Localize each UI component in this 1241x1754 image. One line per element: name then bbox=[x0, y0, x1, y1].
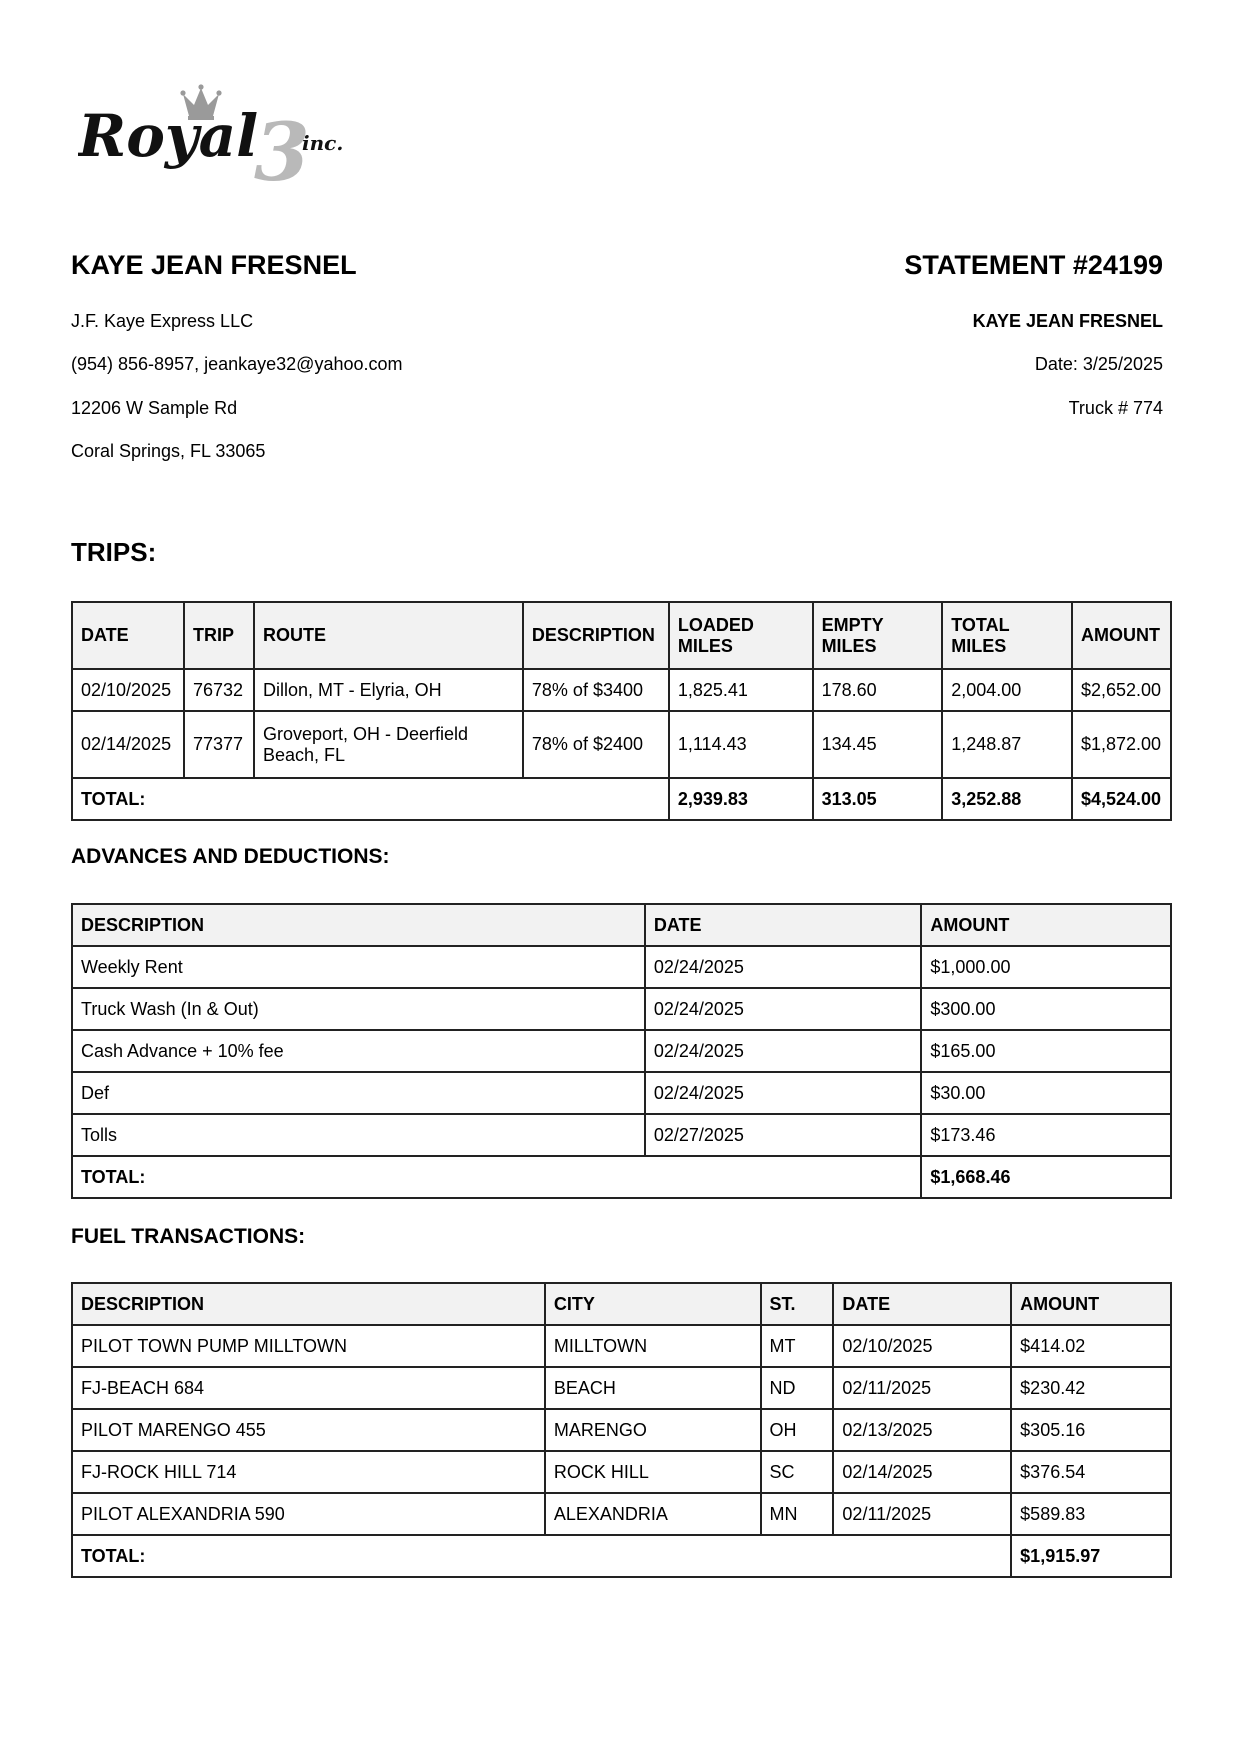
table-row bbox=[72, 988, 1171, 1030]
fuel-city: MARENGO bbox=[545, 1409, 761, 1451]
fuel-description: PILOT MARENGO 455 bbox=[72, 1409, 545, 1451]
total-label: TOTAL: bbox=[72, 778, 669, 820]
trip-empty-miles: 178.60 bbox=[813, 669, 943, 711]
fuel-amount: $589.83 bbox=[1011, 1493, 1171, 1535]
trips-table bbox=[71, 601, 1172, 821]
statement-title: STATEMENT #24199 bbox=[904, 250, 1163, 280]
col-date: DATE bbox=[833, 1283, 1011, 1325]
fuel-date: 02/10/2025 bbox=[833, 1325, 1011, 1367]
trip-amount: $2,652.00 bbox=[1072, 669, 1171, 711]
table-row bbox=[72, 1114, 1171, 1156]
advances-total-row bbox=[72, 1156, 1171, 1198]
driver-contact: (954) 856-8957, jeankaye32@yahoo.com bbox=[71, 354, 403, 374]
deduction-description: Cash Advance + 10% fee bbox=[72, 1030, 645, 1072]
col-amount: AMOUNT bbox=[1011, 1283, 1171, 1325]
fuel-date: 02/14/2025 bbox=[833, 1451, 1011, 1493]
fuel-state: MT bbox=[761, 1325, 834, 1367]
trip-number: 76732 bbox=[184, 669, 254, 711]
fuel-description: PILOT ALEXANDRIA 590 bbox=[72, 1493, 545, 1535]
deduction-amount: $1,000.00 bbox=[921, 946, 1171, 988]
logo-suffix: inc. bbox=[302, 131, 344, 155]
deduction-date: 02/24/2025 bbox=[645, 1072, 922, 1114]
col-description: DESCRIPTION bbox=[523, 602, 669, 669]
advances-header-row bbox=[72, 904, 1171, 946]
trips-section-title: TRIPS: bbox=[71, 537, 157, 567]
fuel-description: PILOT TOWN PUMP MILLTOWN bbox=[72, 1325, 545, 1367]
total-loaded-miles: 2,939.83 bbox=[669, 778, 813, 820]
fuel-state: ND bbox=[761, 1367, 834, 1409]
fuel-city: MILLTOWN bbox=[545, 1325, 761, 1367]
trip-loaded-miles: 1,825.41 bbox=[669, 669, 813, 711]
col-empty-miles: EMPTY MILES bbox=[813, 602, 943, 669]
trip-date: 02/14/2025 bbox=[72, 711, 184, 778]
fuel-state: MN bbox=[761, 1493, 834, 1535]
deduction-amount: $173.46 bbox=[921, 1114, 1171, 1156]
table-row bbox=[72, 1325, 1171, 1367]
trip-description: 78% of $3400 bbox=[523, 669, 669, 711]
fuel-table bbox=[71, 1282, 1172, 1578]
fuel-date: 02/11/2025 bbox=[833, 1493, 1011, 1535]
col-description: DESCRIPTION bbox=[72, 904, 645, 946]
statement-name: KAYE JEAN FRESNEL bbox=[972, 311, 1163, 331]
col-state: ST. bbox=[761, 1283, 834, 1325]
trip-route: Dillon, MT - Elyria, OH bbox=[254, 669, 523, 711]
deduction-date: 02/24/2025 bbox=[645, 988, 922, 1030]
driver-address-line2: Coral Springs, FL 33065 bbox=[71, 441, 266, 461]
table-row bbox=[72, 1072, 1171, 1114]
deduction-date: 02/24/2025 bbox=[645, 946, 922, 988]
fuel-date: 02/11/2025 bbox=[833, 1367, 1011, 1409]
fuel-amount: $230.42 bbox=[1011, 1367, 1171, 1409]
deduction-description: Def bbox=[72, 1072, 645, 1114]
col-description: DESCRIPTION bbox=[72, 1283, 545, 1325]
col-date: DATE bbox=[645, 904, 922, 946]
fuel-amount: $414.02 bbox=[1011, 1325, 1171, 1367]
trip-empty-miles: 134.45 bbox=[813, 711, 943, 778]
company-logo bbox=[78, 78, 378, 190]
trip-description: 78% of $2400 bbox=[523, 711, 669, 778]
driver-address-line1: 12206 W Sample Rd bbox=[71, 398, 238, 418]
total-amount: $4,524.00 bbox=[1072, 778, 1171, 820]
fuel-state: OH bbox=[761, 1409, 834, 1451]
total-miles: 3,252.88 bbox=[942, 778, 1072, 820]
table-row bbox=[72, 946, 1171, 988]
total-label: TOTAL: bbox=[72, 1156, 921, 1198]
trip-amount: $1,872.00 bbox=[1072, 711, 1171, 778]
trips-header-row bbox=[72, 602, 1171, 669]
fuel-city: ALEXANDRIA bbox=[545, 1493, 761, 1535]
logo-word: Royal bbox=[78, 102, 259, 170]
fuel-city: ROCK HILL bbox=[545, 1451, 761, 1493]
deduction-description: Tolls bbox=[72, 1114, 645, 1156]
col-loaded-miles: LOADED MILES bbox=[669, 602, 813, 669]
fuel-section-title: FUEL TRANSACTIONS: bbox=[71, 1225, 306, 1248]
deduction-amount: $30.00 bbox=[921, 1072, 1171, 1114]
driver-company: J.F. Kaye Express LLC bbox=[71, 311, 254, 331]
statement-date: Date: 3/25/2025 bbox=[1034, 354, 1163, 374]
deduction-amount: $165.00 bbox=[921, 1030, 1171, 1072]
col-total-miles: TOTAL MILES bbox=[942, 602, 1072, 669]
fuel-description: FJ-ROCK HILL 714 bbox=[72, 1451, 545, 1493]
advances-table bbox=[71, 903, 1172, 1199]
table-row bbox=[72, 1493, 1171, 1535]
col-route: ROUTE bbox=[254, 602, 523, 669]
statement-truck: Truck # 774 bbox=[1068, 398, 1163, 418]
driver-name-heading: KAYE JEAN FRESNEL bbox=[71, 250, 357, 280]
deduction-date: 02/24/2025 bbox=[645, 1030, 922, 1072]
fuel-city: BEACH bbox=[545, 1367, 761, 1409]
table-row bbox=[72, 1030, 1171, 1072]
table-row bbox=[72, 711, 1171, 778]
deduction-amount: $300.00 bbox=[921, 988, 1171, 1030]
total-amount: $1,668.46 bbox=[921, 1156, 1171, 1198]
table-row bbox=[72, 669, 1171, 711]
table-row bbox=[72, 1367, 1171, 1409]
total-empty-miles: 313.05 bbox=[813, 778, 943, 820]
trip-number: 77377 bbox=[184, 711, 254, 778]
total-amount: $1,915.97 bbox=[1011, 1535, 1171, 1577]
fuel-date: 02/13/2025 bbox=[833, 1409, 1011, 1451]
trip-date: 02/10/2025 bbox=[72, 669, 184, 711]
trip-total-miles: 2,004.00 bbox=[942, 669, 1072, 711]
col-trip: TRIP bbox=[184, 602, 254, 669]
deduction-date: 02/27/2025 bbox=[645, 1114, 922, 1156]
fuel-amount: $376.54 bbox=[1011, 1451, 1171, 1493]
fuel-header-row bbox=[72, 1283, 1171, 1325]
deduction-description: Weekly Rent bbox=[72, 946, 645, 988]
logo-numeral: 3 bbox=[254, 105, 310, 190]
advances-section-title: ADVANCES AND DEDUCTIONS: bbox=[71, 845, 390, 868]
col-date: DATE bbox=[72, 602, 184, 669]
trip-loaded-miles: 1,114.43 bbox=[669, 711, 813, 778]
fuel-description: FJ-BEACH 684 bbox=[72, 1367, 545, 1409]
trip-route: Groveport, OH - Deerfield Beach, FL bbox=[254, 711, 523, 778]
col-amount: AMOUNT bbox=[921, 904, 1171, 946]
table-row bbox=[72, 1409, 1171, 1451]
col-amount: AMOUNT bbox=[1072, 602, 1171, 669]
trip-total-miles: 1,248.87 bbox=[942, 711, 1072, 778]
total-label: TOTAL: bbox=[72, 1535, 1011, 1577]
deduction-description: Truck Wash (In & Out) bbox=[72, 988, 645, 1030]
fuel-total-row bbox=[72, 1535, 1171, 1577]
trips-total-row bbox=[72, 778, 1171, 820]
table-row bbox=[72, 1451, 1171, 1493]
fuel-state: SC bbox=[761, 1451, 834, 1493]
fuel-amount: $305.16 bbox=[1011, 1409, 1171, 1451]
col-city: CITY bbox=[545, 1283, 761, 1325]
